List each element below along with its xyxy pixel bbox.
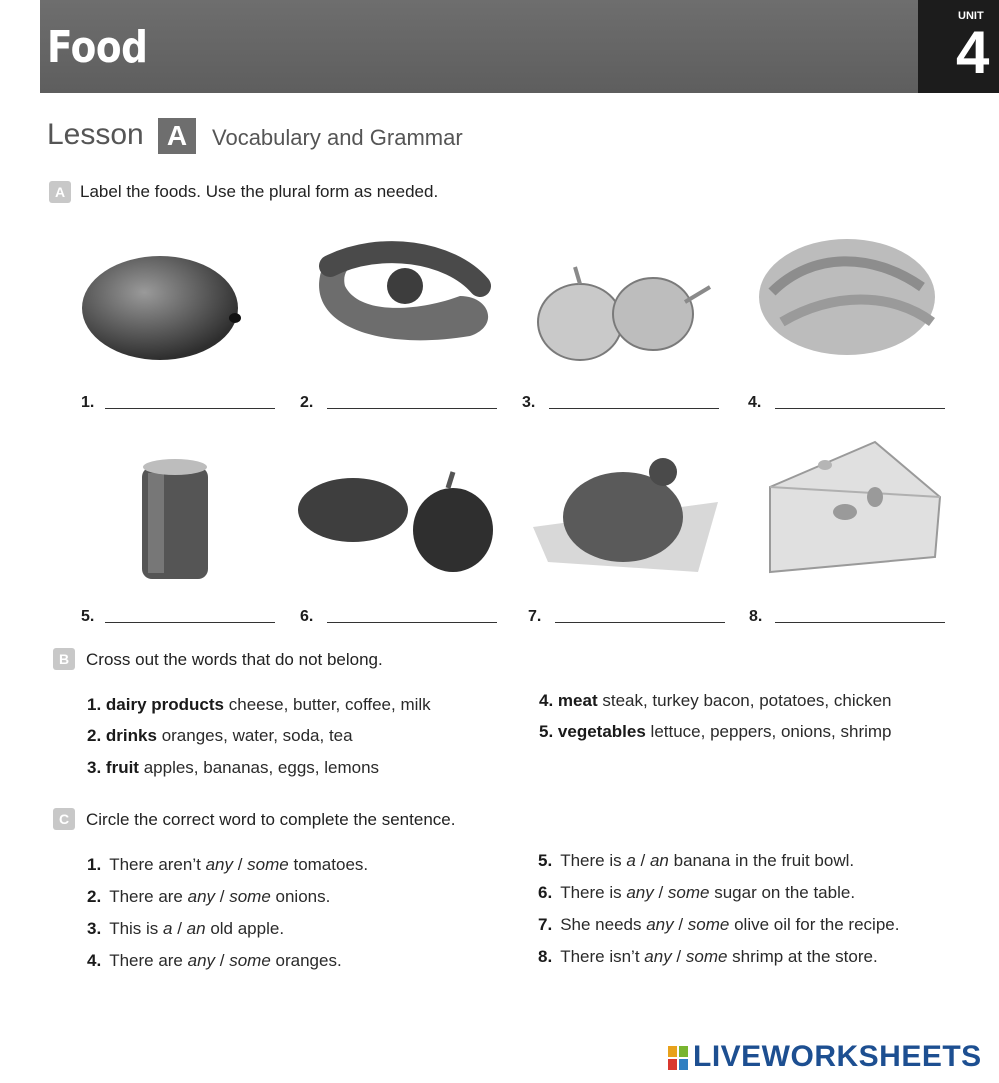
circle-item-1 (87, 855, 368, 875)
sentence-start: There isn’t (560, 947, 645, 966)
sentence-end: shrimp at the store. (727, 947, 878, 966)
word-options[interactable]: oranges, water, soda, tea (161, 726, 353, 745)
unit-number: 4 (956, 19, 990, 86)
option-2[interactable]: some (685, 947, 728, 966)
sentence-end: onions. (270, 887, 331, 906)
item-number: 5. (539, 722, 554, 741)
item-number: 3. (87, 758, 102, 777)
separator: / (233, 855, 248, 874)
sentence-end: oranges. (270, 951, 342, 970)
blank-number-2: 2. (300, 394, 314, 411)
peppers-image (298, 470, 498, 575)
item-number: 3. (87, 919, 102, 938)
option-2[interactable]: some (687, 915, 730, 934)
cross-out-item-5 (539, 722, 892, 742)
category: fruit (105, 758, 139, 777)
cheese-image (765, 437, 945, 577)
separator: / (671, 947, 686, 966)
item-number: 6. (538, 883, 553, 902)
option-1[interactable]: a (626, 851, 636, 870)
onions-image (535, 262, 715, 362)
sentence-end: sugar on the table. (709, 883, 856, 902)
sentence-start: This is (109, 919, 164, 938)
lesson-word: Lesson (47, 118, 144, 151)
sausage-image (300, 236, 495, 356)
item-number: 8. (538, 947, 553, 966)
sentence-end: banana in the fruit bowl. (668, 851, 855, 870)
option-2[interactable]: some (229, 951, 271, 970)
lesson-subtitle: Vocabulary and Grammar (212, 125, 463, 150)
word-options[interactable]: steak, turkey bacon, potatoes, chicken (602, 691, 892, 710)
liveworksheets-logo[interactable]: LIVEWORKSHEETS (693, 1040, 982, 1073)
unit-label: UNIT (958, 10, 984, 22)
blank-number-7: 7. (528, 608, 542, 625)
word-options[interactable]: apples, bananas, eggs, lemons (143, 758, 380, 777)
sentence-start: There is (560, 851, 627, 870)
cross-out-item-1 (87, 695, 431, 715)
separator: / (172, 919, 187, 938)
answer-blank-4[interactable] (775, 408, 945, 409)
item-number: 1. (87, 695, 102, 714)
sentence-end: tomatoes. (288, 855, 369, 874)
option-2[interactable]: an (649, 851, 669, 870)
sentence-start: She needs (560, 915, 647, 934)
separator: / (653, 883, 668, 902)
blank-number-1: 1. (81, 394, 95, 411)
circle-item-8 (538, 947, 878, 967)
blank-number-6: 6. (300, 608, 314, 625)
shrimp-image (752, 232, 942, 367)
item-number: 5. (538, 851, 553, 870)
answer-blank-1[interactable] (105, 408, 275, 409)
circle-item-2 (87, 887, 330, 907)
sentence-start: There is (560, 883, 627, 902)
category: meat (557, 691, 598, 710)
answer-blank-6[interactable] (327, 622, 497, 623)
sentence-start: There are (109, 887, 188, 906)
sentence-end: old apple. (205, 919, 285, 938)
section-b-instruction: Cross out the words that do not belong. (86, 650, 383, 669)
sentence-end: olive oil for the recipe. (729, 915, 900, 934)
answer-blank-2[interactable] (327, 408, 497, 409)
blank-number-4: 4. (748, 394, 762, 411)
answer-blank-8[interactable] (775, 622, 945, 623)
category: drinks (105, 726, 157, 745)
circle-item-3 (87, 919, 284, 939)
roast-chicken-image (528, 447, 728, 577)
option-2[interactable]: some (229, 887, 271, 906)
section-c-instruction: Circle the correct word to complete the sentence. (86, 810, 456, 829)
lesson-letter: A (158, 118, 196, 154)
separator: / (635, 851, 650, 870)
circle-item-5 (538, 851, 854, 871)
item-number: 2. (87, 726, 102, 745)
cross-out-item-3 (87, 758, 379, 778)
item-number: 2. (87, 887, 102, 906)
sentence-start: There aren’t (109, 855, 206, 874)
sentence-start: There are (109, 951, 188, 970)
option-2[interactable]: an (186, 919, 206, 938)
word-options[interactable]: lettuce, peppers, onions, shrimp (650, 722, 892, 741)
section-a-badge: A (49, 181, 71, 203)
option-2[interactable]: some (247, 855, 289, 874)
section-b-badge: B (53, 648, 75, 670)
section-a-instruction: Label the foods. Use the plural form as needed. (80, 182, 439, 201)
answer-blank-5[interactable] (105, 622, 275, 623)
circle-item-7 (538, 915, 899, 935)
lemon-image (80, 248, 245, 363)
option-1[interactable]: any (646, 915, 674, 934)
circle-item-4 (87, 951, 342, 971)
header-bar (40, 0, 918, 93)
item-number: 1. (87, 855, 102, 874)
option-1[interactable]: any (626, 883, 654, 902)
option-1[interactable]: a (163, 919, 173, 938)
separator: / (215, 951, 230, 970)
category: dairy products (105, 695, 225, 714)
soda-can-image (138, 455, 213, 585)
blank-number-5: 5. (81, 608, 95, 625)
option-1[interactable]: any (187, 951, 216, 970)
unit-box (918, 0, 999, 93)
category: vegetables (557, 722, 646, 741)
cross-out-item-2 (87, 726, 353, 746)
cross-out-item-4 (539, 691, 892, 711)
blank-number-3: 3. (522, 394, 536, 411)
answer-blank-7[interactable] (555, 622, 725, 623)
item-number: 7. (538, 915, 553, 934)
item-number: 4. (87, 951, 102, 970)
answer-blank-3[interactable] (549, 408, 719, 409)
section-c-badge: C (53, 808, 75, 830)
item-number: 4. (539, 691, 554, 710)
separator: / (673, 915, 688, 934)
option-1[interactable]: any (205, 855, 233, 874)
page-title: Food (47, 22, 148, 73)
option-2[interactable]: some (667, 883, 710, 902)
separator: / (215, 887, 230, 906)
liveworksheets-logo-icon (668, 1046, 688, 1070)
word-options[interactable]: cheese, butter, coffee, milk (228, 695, 431, 714)
circle-item-6 (538, 883, 855, 903)
option-1[interactable]: any (187, 887, 216, 906)
option-1[interactable]: any (644, 947, 672, 966)
blank-number-8: 8. (749, 608, 763, 625)
